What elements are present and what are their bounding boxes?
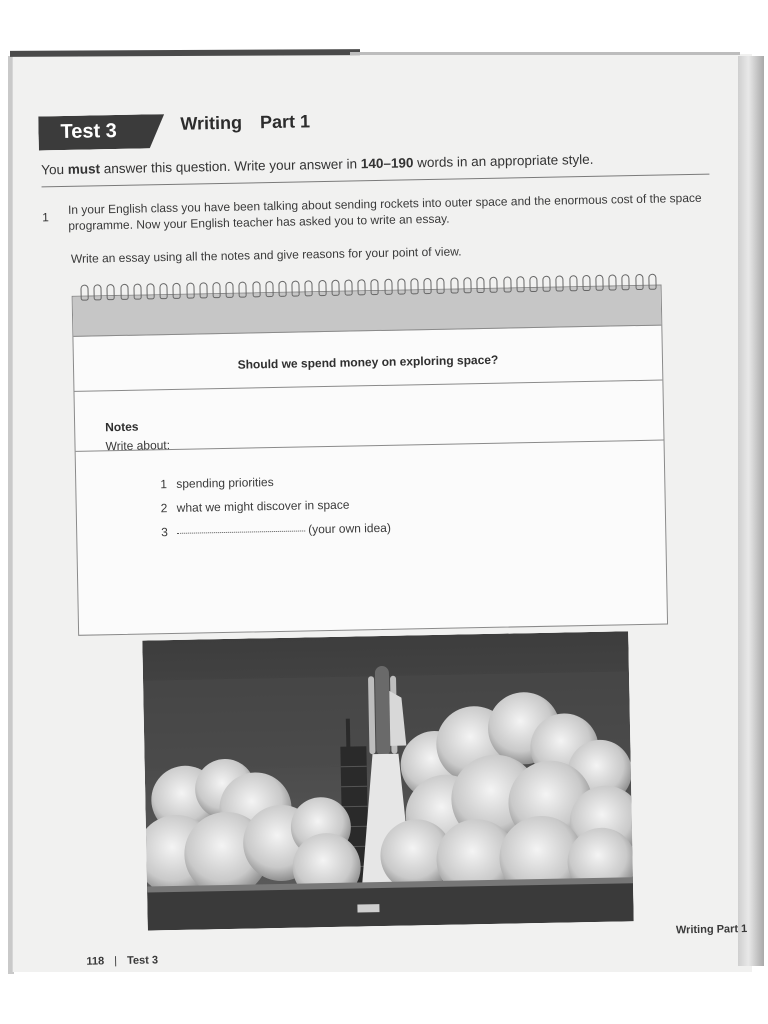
spiral-ring — [146, 283, 154, 299]
question-text: In your English class you have been talking about sending rockets into outer space and the enormous cost of the space programme. Now your English teacher has asked you to write an essay. — [67, 190, 702, 233]
photo-image — [142, 631, 633, 930]
spiral-ring — [503, 276, 511, 292]
spiral-ring — [358, 279, 366, 295]
spiral-ring — [648, 274, 656, 290]
spiral-ring — [582, 275, 590, 291]
spiral-ring — [529, 276, 537, 292]
test-label: Test 3 — [60, 119, 118, 144]
blank-line — [177, 530, 305, 533]
instruction-must: must — [67, 161, 101, 177]
spiral-ring — [595, 275, 603, 291]
section-name: Writing — [180, 112, 243, 134]
spiral-ring — [199, 282, 207, 298]
spiral-ring — [344, 279, 352, 295]
note-item: 1 spending priorities — [160, 475, 274, 492]
spiral-ring — [133, 284, 141, 300]
spiral-ring — [490, 277, 498, 293]
spiral-ring — [107, 284, 115, 300]
footer-test-label: Test 3 — [126, 954, 159, 967]
spiral-ring — [476, 277, 484, 293]
footer-section-label: Writing Part 1 — [675, 923, 748, 937]
spiral-ring — [410, 278, 418, 294]
question-number: 1 — [41, 210, 49, 225]
spiral-ring — [371, 279, 379, 295]
spiral-ring — [265, 281, 273, 297]
question-instruction: Write an essay using all the notes and give reasons for your point of view. — [70, 244, 462, 266]
spiral-ring — [635, 274, 643, 290]
notes-heading: Notes — [105, 419, 139, 435]
instruction-text: You must answer this question. Write your answer in 140–190 words in an appropriate style. — [41, 151, 594, 178]
spiral-ring — [212, 282, 220, 298]
spiral-ring — [516, 276, 524, 292]
spiral-ring — [450, 277, 458, 293]
spiral-ring — [622, 274, 630, 290]
spiral-ring — [278, 281, 286, 297]
spiral-ring — [397, 278, 405, 294]
essay-title: Should we spend money on exploring space? — [237, 352, 499, 372]
spiral-ring — [160, 283, 168, 299]
spiral-ring — [252, 281, 260, 297]
page-number: 118 — [86, 955, 105, 968]
notebook-card — [72, 285, 668, 636]
spiral-ring — [569, 275, 577, 291]
spiral-ring — [186, 283, 194, 299]
footer-separator: | — [114, 955, 118, 968]
spiral-ring — [120, 284, 128, 300]
section-title — [180, 111, 328, 135]
spiral-ring — [331, 280, 339, 296]
spiral-ring — [556, 275, 564, 291]
spiral-ring — [463, 277, 471, 293]
space-shuttle-launch-photo — [142, 631, 633, 930]
spiral-ring — [94, 284, 102, 300]
part-name: Part 1 — [259, 111, 311, 133]
spiral-ring — [437, 278, 445, 294]
notebook-divider — [74, 380, 662, 392]
word-count: 140–190 — [360, 155, 414, 172]
spiral-ring — [292, 280, 300, 296]
footer-left — [86, 954, 158, 967]
spiral-ring — [424, 278, 432, 294]
spiral-ring — [80, 285, 88, 301]
spiral-ring — [608, 274, 616, 290]
spiral-ring — [384, 279, 392, 295]
spiral-ring — [305, 280, 313, 296]
spiral-ring — [318, 280, 326, 296]
spiral-ring — [239, 282, 247, 298]
note-item: 2 what we might discover in space — [160, 497, 350, 516]
note-item: 3 (your own idea) — [161, 520, 392, 540]
spiral-ring — [226, 282, 234, 298]
divider — [42, 174, 710, 188]
spiral-ring — [173, 283, 181, 299]
spiral-ring — [542, 276, 550, 292]
notes-subheading: Write about: — [105, 438, 171, 454]
